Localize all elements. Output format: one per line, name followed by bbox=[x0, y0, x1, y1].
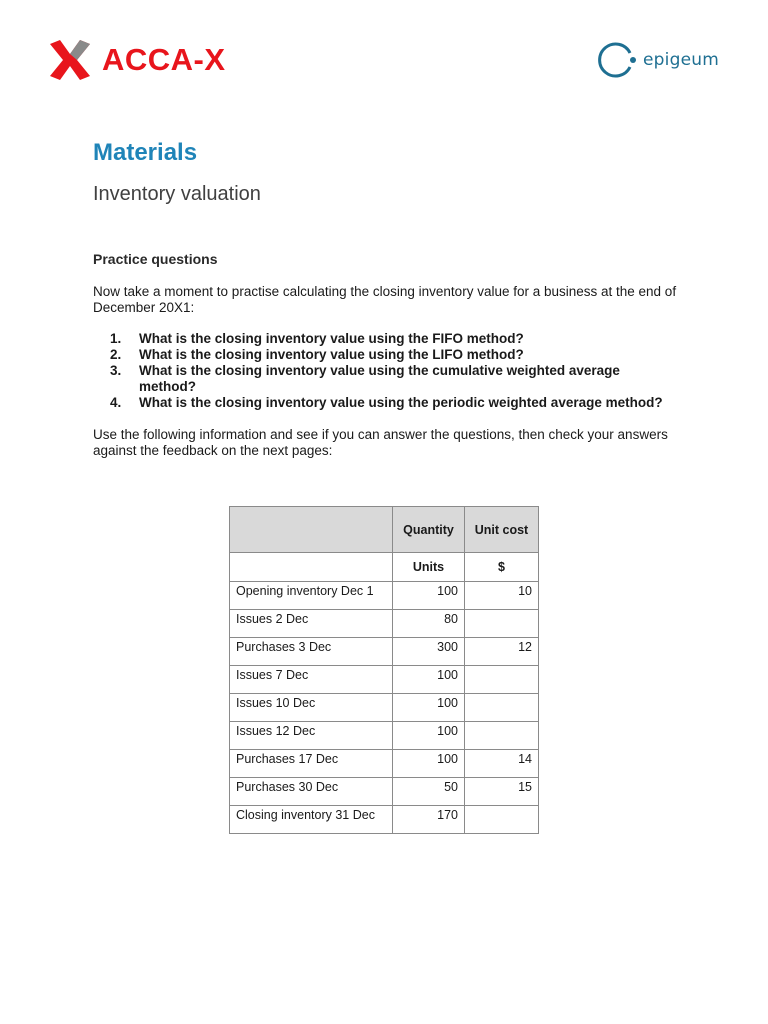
epigeum-logo bbox=[597, 40, 719, 80]
section-heading: Practice questions bbox=[93, 251, 218, 267]
table-units-row bbox=[230, 553, 539, 582]
table-row bbox=[230, 778, 539, 806]
unit-cost-cell: 14 bbox=[465, 750, 539, 778]
quantity-cell: 100 bbox=[393, 582, 465, 610]
item-cell: Purchases 17 Dec bbox=[230, 750, 393, 778]
table-row bbox=[230, 806, 539, 834]
epigeum-logo-text: epigeum bbox=[643, 50, 719, 70]
item-cell: Issues 10 Dec bbox=[230, 694, 393, 722]
item-cell: Issues 2 Dec bbox=[230, 610, 393, 638]
acca-x-logo-text: ACCA-X bbox=[102, 42, 226, 77]
question-text: What is the closing inventory value using the LIFO method? bbox=[139, 347, 524, 362]
item-cell: Issues 7 Dec bbox=[230, 666, 393, 694]
inventory-table bbox=[229, 506, 539, 834]
table-units-cell bbox=[230, 553, 393, 582]
table-row bbox=[230, 582, 539, 610]
question-item bbox=[110, 331, 680, 347]
table-row bbox=[230, 666, 539, 694]
table-row bbox=[230, 722, 539, 750]
unit-cost-cell bbox=[465, 806, 539, 834]
quantity-cell: 100 bbox=[393, 666, 465, 694]
table-units-cell: $ bbox=[465, 553, 539, 582]
table-header-cell bbox=[230, 507, 393, 553]
table-header-cell: Unit cost bbox=[465, 507, 539, 553]
epigeum-mark-icon bbox=[597, 40, 637, 80]
question-number: 1. bbox=[110, 331, 122, 346]
question-number: 2. bbox=[110, 347, 122, 362]
table-row bbox=[230, 638, 539, 666]
unit-cost-cell: 12 bbox=[465, 638, 539, 666]
item-cell: Opening inventory Dec 1 bbox=[230, 582, 393, 610]
unit-cost-cell bbox=[465, 610, 539, 638]
quantity-cell: 50 bbox=[393, 778, 465, 806]
unit-cost-cell bbox=[465, 694, 539, 722]
quantity-cell: 300 bbox=[393, 638, 465, 666]
table-header-cell: Quantity bbox=[393, 507, 465, 553]
question-item bbox=[110, 363, 680, 395]
table-row bbox=[230, 694, 539, 722]
quantity-cell: 100 bbox=[393, 694, 465, 722]
question-number: 3. bbox=[110, 363, 122, 378]
unit-cost-cell: 15 bbox=[465, 778, 539, 806]
acca-x-logo bbox=[46, 38, 226, 82]
question-text: What is the closing inventory value using the FIFO method? bbox=[139, 331, 524, 346]
table-row bbox=[230, 610, 539, 638]
table-row bbox=[230, 750, 539, 778]
table-header-row bbox=[230, 507, 539, 553]
quantity-cell: 80 bbox=[393, 610, 465, 638]
item-cell: Closing inventory 31 Dec bbox=[230, 806, 393, 834]
acca-x-mark-icon bbox=[46, 38, 92, 82]
table-units-cell: Units bbox=[393, 553, 465, 582]
question-item bbox=[110, 347, 680, 363]
question-number: 4. bbox=[110, 395, 122, 410]
item-cell: Purchases 30 Dec bbox=[230, 778, 393, 806]
question-text: What is the closing inventory value using the periodic weighted average method? bbox=[139, 395, 663, 410]
question-item bbox=[110, 395, 680, 411]
quantity-cell: 100 bbox=[393, 722, 465, 750]
intro-paragraph: Now take a moment to practise calculating the closing inventory value for a business at the end of December 20X1: bbox=[93, 284, 677, 315]
item-cell: Issues 12 Dec bbox=[230, 722, 393, 750]
page-subtitle: Inventory valuation bbox=[93, 183, 261, 205]
outro-paragraph: Use the following information and see if you can answer the questions, then check your answers against the feedback on the next pages: bbox=[93, 427, 668, 458]
unit-cost-cell: 10 bbox=[465, 582, 539, 610]
question-text: What is the closing inventory value using the cumulative weighted average method? bbox=[139, 363, 620, 394]
unit-cost-cell bbox=[465, 666, 539, 694]
item-cell: Purchases 3 Dec bbox=[230, 638, 393, 666]
quantity-cell: 170 bbox=[393, 806, 465, 834]
question-list bbox=[110, 331, 680, 411]
quantity-cell: 100 bbox=[393, 750, 465, 778]
page-title: Materials bbox=[93, 139, 198, 166]
unit-cost-cell bbox=[465, 722, 539, 750]
